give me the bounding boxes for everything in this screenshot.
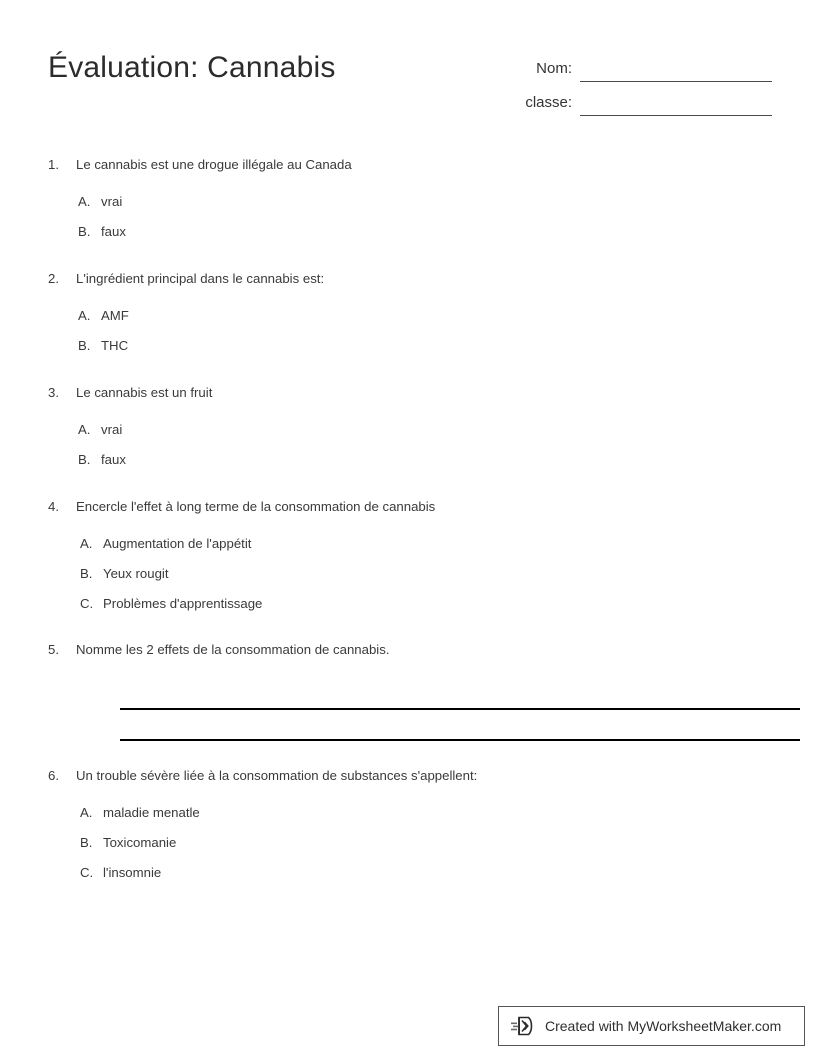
- option-item[interactable]: [80, 594, 816, 613]
- question-item: [0, 766, 816, 882]
- question-text: Un trouble sévère liée à la consommation de substances s'appellent:: [76, 768, 478, 783]
- question-heading: [48, 155, 816, 174]
- option-label: Yeux rougit: [103, 566, 169, 581]
- option-item[interactable]: [78, 420, 816, 439]
- option-label: faux: [101, 224, 126, 239]
- option-label: THC: [101, 338, 129, 353]
- option-letter: B.: [80, 835, 93, 850]
- answer-line-group: [48, 679, 816, 741]
- option-label: faux: [101, 452, 126, 467]
- option-item[interactable]: [80, 833, 816, 852]
- created-with-badge[interactable]: [498, 1006, 805, 1046]
- student-info-block: [494, 48, 774, 116]
- name-field-label: Nom:: [536, 60, 572, 77]
- question-number: 3.: [48, 385, 59, 400]
- question-item: [0, 155, 816, 241]
- option-item[interactable]: [80, 863, 816, 882]
- option-item[interactable]: [78, 222, 816, 241]
- class-field-input[interactable]: [580, 94, 772, 116]
- question-list: [0, 155, 816, 893]
- option-label: vrai: [101, 194, 123, 209]
- option-item[interactable]: [78, 450, 816, 469]
- option-letter: A.: [78, 194, 91, 209]
- option-letter: A.: [80, 536, 93, 551]
- option-label: AMF: [101, 308, 129, 323]
- class-field-row: [494, 82, 774, 116]
- option-label: Toxicomanie: [103, 835, 177, 850]
- question-text: Le cannabis est une drogue illégale au Canada: [76, 157, 352, 172]
- question-number: 1.: [48, 157, 59, 172]
- question-number: 5.: [48, 642, 59, 657]
- question-text: Le cannabis est un fruit: [76, 385, 213, 400]
- option-label: Problèmes d'apprentissage: [103, 596, 263, 611]
- question-heading: [48, 383, 816, 402]
- question-text: Encercle l'effet à long terme de la consommation de cannabis: [76, 499, 436, 514]
- option-letter: B.: [80, 566, 93, 581]
- answer-line[interactable]: [120, 710, 800, 741]
- question-item: [0, 640, 816, 741]
- question-heading: [48, 766, 816, 785]
- page-title: Évaluation: Cannabis: [48, 51, 336, 84]
- option-letter: A.: [78, 422, 91, 437]
- option-item[interactable]: [80, 534, 816, 553]
- question-number: 2.: [48, 271, 59, 286]
- question-text: Nomme les 2 effets de la consommation de cannabis.: [76, 642, 390, 657]
- badge-label: Created with MyWorksheetMaker.com: [545, 1018, 782, 1034]
- option-list: [48, 192, 816, 241]
- option-letter: B.: [78, 338, 91, 353]
- option-label: Augmentation de l'appétit: [103, 536, 252, 551]
- question-text: L'ingrédient principal dans le cannabis est:: [76, 271, 325, 286]
- option-item[interactable]: [80, 564, 816, 583]
- option-item[interactable]: [78, 192, 816, 211]
- worksheet-maker-logo-icon: [511, 1013, 537, 1039]
- option-label: maladie menatle: [103, 805, 200, 820]
- question-heading: [48, 640, 816, 659]
- question-item: [0, 269, 816, 355]
- option-list: [48, 803, 816, 882]
- question-heading: [48, 497, 816, 516]
- question-number: 4.: [48, 499, 59, 514]
- question-item: [0, 497, 816, 613]
- name-field-input[interactable]: [580, 60, 772, 82]
- question-number: 6.: [48, 768, 59, 783]
- option-list: [48, 534, 816, 613]
- option-item[interactable]: [78, 306, 816, 325]
- option-letter: B.: [78, 224, 91, 239]
- option-list: [48, 306, 816, 355]
- question-item: [0, 383, 816, 469]
- worksheet-header: [0, 0, 816, 130]
- answer-line[interactable]: [120, 679, 800, 710]
- name-field-row: [494, 48, 774, 82]
- question-heading: [48, 269, 816, 288]
- option-letter: A.: [78, 308, 91, 323]
- option-label: vrai: [101, 422, 123, 437]
- option-letter: C.: [80, 596, 94, 611]
- option-list: [48, 420, 816, 469]
- option-letter: C.: [80, 865, 94, 880]
- option-item[interactable]: [80, 803, 816, 822]
- class-field-label: classe:: [525, 94, 572, 111]
- option-letter: A.: [80, 805, 93, 820]
- option-item[interactable]: [78, 336, 816, 355]
- option-label: l'insomnie: [103, 865, 162, 880]
- option-letter: B.: [78, 452, 91, 467]
